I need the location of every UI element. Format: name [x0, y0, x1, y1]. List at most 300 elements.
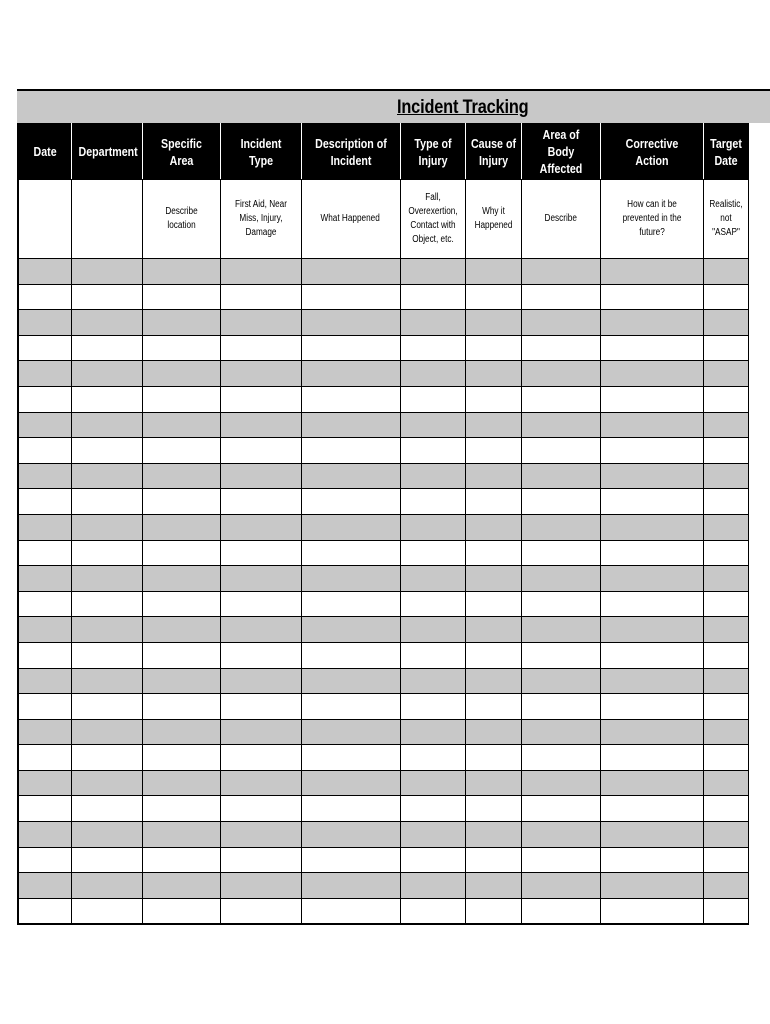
cell-type-of-injury[interactable] [400, 796, 465, 822]
cell-date[interactable] [18, 745, 71, 771]
cell-target-date[interactable] [703, 770, 748, 796]
cell-date[interactable] [18, 438, 71, 464]
cell-target-date[interactable] [703, 642, 748, 668]
cell-type-of-injury[interactable] [400, 463, 465, 489]
cell-area-of-body[interactable] [521, 668, 600, 694]
cell-target-date[interactable] [703, 898, 748, 924]
cell-cause-of-injury[interactable] [465, 694, 521, 720]
cell-date[interactable] [18, 770, 71, 796]
guide-cell-specific-area[interactable] [142, 180, 220, 259]
table-row [18, 259, 748, 285]
cell-specific-area[interactable] [142, 566, 220, 592]
cell-type-of-injury[interactable] [400, 310, 465, 336]
cell-incident-type[interactable] [220, 898, 301, 924]
cell-cause-of-injury[interactable] [465, 386, 521, 412]
cell-incident-type[interactable] [220, 514, 301, 540]
cell-department[interactable] [71, 719, 142, 745]
cell-target-date[interactable] [703, 412, 748, 438]
column-header-description [301, 124, 400, 180]
cell-department[interactable] [71, 438, 142, 464]
cell-incident-type[interactable] [220, 668, 301, 694]
cell-department[interactable] [71, 668, 142, 694]
cell-incident-type[interactable] [220, 796, 301, 822]
cell-cause-of-injury[interactable] [465, 566, 521, 592]
cell-incident-type[interactable] [220, 745, 301, 771]
cell-target-date[interactable] [703, 847, 748, 873]
cell-type-of-injury[interactable] [400, 284, 465, 310]
cell-target-date[interactable] [703, 259, 748, 285]
cell-type-of-injury[interactable] [400, 335, 465, 361]
cell-corrective-action[interactable] [600, 386, 703, 412]
cell-incident-type[interactable] [220, 386, 301, 412]
cell-department[interactable] [71, 847, 142, 873]
cell-description[interactable] [301, 745, 400, 771]
cell-date[interactable] [18, 694, 71, 720]
guide-cell-description[interactable] [301, 180, 400, 259]
cell-date[interactable] [18, 898, 71, 924]
cell-cause-of-injury[interactable] [465, 284, 521, 310]
cell-cause-of-injury[interactable] [465, 489, 521, 515]
cell-date[interactable] [18, 873, 71, 899]
cell-description[interactable] [301, 668, 400, 694]
guide-cell-target-date[interactable] [703, 180, 748, 259]
cell-department[interactable] [71, 310, 142, 336]
guide-cell-area-of-body[interactable] [521, 180, 600, 259]
cell-area-of-body[interactable] [521, 796, 600, 822]
column-header-label: Cause of Injury [470, 135, 516, 168]
cell-type-of-injury[interactable] [400, 694, 465, 720]
cell-date[interactable] [18, 514, 71, 540]
cell-corrective-action[interactable] [600, 284, 703, 310]
cell-type-of-injury[interactable] [400, 540, 465, 566]
cell-target-date[interactable] [703, 591, 748, 617]
cell-date[interactable] [18, 463, 71, 489]
cell-specific-area[interactable] [142, 617, 220, 643]
cell-department[interactable] [71, 361, 142, 387]
cell-cause-of-injury[interactable] [465, 617, 521, 643]
cell-date[interactable] [18, 642, 71, 668]
cell-corrective-action[interactable] [600, 694, 703, 720]
cell-area-of-body[interactable] [521, 642, 600, 668]
cell-type-of-injury[interactable] [400, 259, 465, 285]
cell-date[interactable] [18, 668, 71, 694]
cell-date[interactable] [18, 335, 71, 361]
cell-target-date[interactable] [703, 694, 748, 720]
incident-table [17, 123, 749, 925]
cell-incident-type[interactable] [220, 361, 301, 387]
cell-specific-area[interactable] [142, 694, 220, 720]
cell-incident-type[interactable] [220, 694, 301, 720]
cell-incident-type[interactable] [220, 540, 301, 566]
cell-area-of-body[interactable] [521, 540, 600, 566]
cell-incident-type[interactable] [220, 566, 301, 592]
cell-department[interactable] [71, 514, 142, 540]
cell-target-date[interactable] [703, 310, 748, 336]
cell-area-of-body[interactable] [521, 335, 600, 361]
column-header-corrective-action [600, 124, 703, 180]
table-row [18, 438, 748, 464]
cell-department[interactable] [71, 770, 142, 796]
cell-incident-type[interactable] [220, 617, 301, 643]
guide-text: Describe location [164, 206, 198, 231]
cell-date[interactable] [18, 796, 71, 822]
cell-target-date[interactable] [703, 719, 748, 745]
cell-description[interactable] [301, 822, 400, 848]
column-header-date [18, 124, 71, 180]
column-header-target-date [703, 124, 748, 180]
cell-type-of-injury[interactable] [400, 668, 465, 694]
cell-description[interactable] [301, 540, 400, 566]
cell-description[interactable] [301, 463, 400, 489]
cell-cause-of-injury[interactable] [465, 540, 521, 566]
cell-cause-of-injury[interactable] [465, 873, 521, 899]
cell-specific-area[interactable] [142, 412, 220, 438]
cell-target-date[interactable] [703, 822, 748, 848]
cell-department[interactable] [71, 386, 142, 412]
cell-incident-type[interactable] [220, 259, 301, 285]
cell-description[interactable] [301, 591, 400, 617]
guide-cell-department[interactable] [71, 180, 142, 259]
cell-cause-of-injury[interactable] [465, 259, 521, 285]
column-header-label: Target Date [709, 135, 742, 168]
cell-corrective-action[interactable] [600, 489, 703, 515]
cell-department[interactable] [71, 617, 142, 643]
cell-specific-area[interactable] [142, 796, 220, 822]
cell-incident-type[interactable] [220, 822, 301, 848]
cell-area-of-body[interactable] [521, 694, 600, 720]
cell-cause-of-injury[interactable] [465, 898, 521, 924]
cell-cause-of-injury[interactable] [465, 847, 521, 873]
cell-date[interactable] [18, 412, 71, 438]
cell-type-of-injury[interactable] [400, 745, 465, 771]
cell-type-of-injury[interactable] [400, 361, 465, 387]
cell-specific-area[interactable] [142, 873, 220, 899]
cell-area-of-body[interactable] [521, 259, 600, 285]
cell-type-of-injury[interactable] [400, 822, 465, 848]
cell-incident-type[interactable] [220, 412, 301, 438]
cell-area-of-body[interactable] [521, 873, 600, 899]
cell-area-of-body[interactable] [521, 489, 600, 515]
cell-date[interactable] [18, 617, 71, 643]
cell-department[interactable] [71, 489, 142, 515]
cell-type-of-injury[interactable] [400, 847, 465, 873]
guide-cell-corrective-action[interactable] [600, 180, 703, 259]
cell-description[interactable] [301, 284, 400, 310]
cell-description[interactable] [301, 566, 400, 592]
cell-date[interactable] [18, 489, 71, 515]
cell-specific-area[interactable] [142, 591, 220, 617]
cell-specific-area[interactable] [142, 310, 220, 336]
cell-corrective-action[interactable] [600, 259, 703, 285]
guide-cell-type-of-injury[interactable] [400, 180, 465, 259]
cell-target-date[interactable] [703, 463, 748, 489]
cell-area-of-body[interactable] [521, 566, 600, 592]
cell-area-of-body[interactable] [521, 591, 600, 617]
cell-cause-of-injury[interactable] [465, 463, 521, 489]
table-row [18, 642, 748, 668]
cell-area-of-body[interactable] [521, 284, 600, 310]
cell-cause-of-injury[interactable] [465, 361, 521, 387]
cell-corrective-action[interactable] [600, 847, 703, 873]
cell-target-date[interactable] [703, 540, 748, 566]
cell-target-date[interactable] [703, 873, 748, 899]
cell-department[interactable] [71, 591, 142, 617]
cell-department[interactable] [71, 745, 142, 771]
cell-specific-area[interactable] [142, 770, 220, 796]
cell-corrective-action[interactable] [600, 719, 703, 745]
guide-text: Fall, Overexertion, Contact with Object, etc. [407, 192, 458, 245]
cell-incident-type[interactable] [220, 489, 301, 515]
cell-target-date[interactable] [703, 617, 748, 643]
guide-text: First Aid, Near Miss, Injury, Damage [234, 199, 287, 238]
table-row [18, 386, 748, 412]
cell-department[interactable] [71, 284, 142, 310]
cell-target-date[interactable] [703, 514, 748, 540]
table-row [18, 898, 748, 924]
cell-specific-area[interactable] [142, 898, 220, 924]
cell-corrective-action[interactable] [600, 873, 703, 899]
cell-description[interactable] [301, 873, 400, 899]
cell-corrective-action[interactable] [600, 591, 703, 617]
cell-corrective-action[interactable] [600, 796, 703, 822]
cell-type-of-injury[interactable] [400, 489, 465, 515]
cell-specific-area[interactable] [142, 259, 220, 285]
cell-date[interactable] [18, 822, 71, 848]
cell-description[interactable] [301, 796, 400, 822]
cell-target-date[interactable] [703, 489, 748, 515]
cell-cause-of-injury[interactable] [465, 719, 521, 745]
cell-incident-type[interactable] [220, 335, 301, 361]
cell-specific-area[interactable] [142, 386, 220, 412]
cell-department[interactable] [71, 898, 142, 924]
cell-department[interactable] [71, 642, 142, 668]
cell-specific-area[interactable] [142, 335, 220, 361]
cell-target-date[interactable] [703, 335, 748, 361]
cell-type-of-injury[interactable] [400, 617, 465, 643]
cell-department[interactable] [71, 335, 142, 361]
cell-description[interactable] [301, 642, 400, 668]
cell-cause-of-injury[interactable] [465, 642, 521, 668]
cell-incident-type[interactable] [220, 463, 301, 489]
cell-corrective-action[interactable] [600, 310, 703, 336]
cell-area-of-body[interactable] [521, 514, 600, 540]
cell-target-date[interactable] [703, 566, 748, 592]
guide-cell-date[interactable] [18, 180, 71, 259]
cell-incident-type[interactable] [220, 719, 301, 745]
cell-description[interactable] [301, 335, 400, 361]
table-row [18, 745, 748, 771]
cell-type-of-injury[interactable] [400, 873, 465, 899]
column-header-label: Incident Type [240, 135, 281, 168]
cell-area-of-body[interactable] [521, 745, 600, 771]
cell-specific-area[interactable] [142, 514, 220, 540]
cell-type-of-injury[interactable] [400, 566, 465, 592]
cell-corrective-action[interactable] [600, 745, 703, 771]
cell-specific-area[interactable] [142, 284, 220, 310]
guide-row [18, 180, 748, 259]
cell-cause-of-injury[interactable] [465, 796, 521, 822]
cell-specific-area[interactable] [142, 463, 220, 489]
cell-incident-type[interactable] [220, 284, 301, 310]
cell-corrective-action[interactable] [600, 514, 703, 540]
cell-description[interactable] [301, 617, 400, 643]
cell-description[interactable] [301, 489, 400, 515]
cell-cause-of-injury[interactable] [465, 310, 521, 336]
cell-specific-area[interactable] [142, 642, 220, 668]
cell-type-of-injury[interactable] [400, 514, 465, 540]
cell-description[interactable] [301, 514, 400, 540]
cell-cause-of-injury[interactable] [465, 745, 521, 771]
cell-specific-area[interactable] [142, 540, 220, 566]
cell-department[interactable] [71, 412, 142, 438]
cell-department[interactable] [71, 540, 142, 566]
cell-type-of-injury[interactable] [400, 719, 465, 745]
cell-date[interactable] [18, 591, 71, 617]
cell-corrective-action[interactable] [600, 642, 703, 668]
cell-corrective-action[interactable] [600, 438, 703, 464]
cell-type-of-injury[interactable] [400, 642, 465, 668]
cell-corrective-action[interactable] [600, 566, 703, 592]
cell-description[interactable] [301, 259, 400, 285]
guide-text: How can it be prevented in the future? [622, 199, 681, 238]
cell-cause-of-injury[interactable] [465, 335, 521, 361]
cell-incident-type[interactable] [220, 438, 301, 464]
cell-description[interactable] [301, 770, 400, 796]
cell-department[interactable] [71, 566, 142, 592]
cell-cause-of-injury[interactable] [465, 591, 521, 617]
column-header-type-of-injury [400, 124, 465, 180]
cell-corrective-action[interactable] [600, 335, 703, 361]
cell-type-of-injury[interactable] [400, 898, 465, 924]
cell-target-date[interactable] [703, 796, 748, 822]
cell-specific-area[interactable] [142, 745, 220, 771]
cell-specific-area[interactable] [142, 719, 220, 745]
cell-specific-area[interactable] [142, 361, 220, 387]
cell-department[interactable] [71, 873, 142, 899]
column-header-incident-type [220, 124, 301, 180]
cell-area-of-body[interactable] [521, 386, 600, 412]
cell-date[interactable] [18, 719, 71, 745]
cell-target-date[interactable] [703, 386, 748, 412]
cell-type-of-injury[interactable] [400, 438, 465, 464]
cell-target-date[interactable] [703, 438, 748, 464]
cell-specific-area[interactable] [142, 438, 220, 464]
cell-target-date[interactable] [703, 361, 748, 387]
cell-target-date[interactable] [703, 668, 748, 694]
cell-incident-type[interactable] [220, 873, 301, 899]
column-header-label: Department [78, 144, 138, 159]
cell-description[interactable] [301, 438, 400, 464]
cell-cause-of-injury[interactable] [465, 514, 521, 540]
cell-description[interactable] [301, 898, 400, 924]
cell-date[interactable] [18, 540, 71, 566]
table-row [18, 847, 748, 873]
cell-area-of-body[interactable] [521, 822, 600, 848]
cell-description[interactable] [301, 719, 400, 745]
cell-department[interactable] [71, 796, 142, 822]
cell-corrective-action[interactable] [600, 463, 703, 489]
cell-specific-area[interactable] [142, 668, 220, 694]
cell-area-of-body[interactable] [521, 361, 600, 387]
cell-cause-of-injury[interactable] [465, 770, 521, 796]
cell-date[interactable] [18, 566, 71, 592]
cell-date[interactable] [18, 386, 71, 412]
cell-corrective-action[interactable] [600, 617, 703, 643]
cell-description[interactable] [301, 386, 400, 412]
cell-cause-of-injury[interactable] [465, 412, 521, 438]
cell-description[interactable] [301, 361, 400, 387]
cell-incident-type[interactable] [220, 310, 301, 336]
guide-cell-cause-of-injury[interactable] [465, 180, 521, 259]
cell-cause-of-injury[interactable] [465, 438, 521, 464]
cell-area-of-body[interactable] [521, 847, 600, 873]
cell-cause-of-injury[interactable] [465, 668, 521, 694]
cell-department[interactable] [71, 259, 142, 285]
cell-cause-of-injury[interactable] [465, 822, 521, 848]
column-header-label: Area of Body Affected [539, 127, 582, 176]
cell-date[interactable] [18, 361, 71, 387]
cell-date[interactable] [18, 847, 71, 873]
cell-type-of-injury[interactable] [400, 591, 465, 617]
table-row [18, 694, 748, 720]
cell-area-of-body[interactable] [521, 438, 600, 464]
cell-type-of-injury[interactable] [400, 770, 465, 796]
column-header-department [71, 124, 142, 180]
page-title: Incident Tracking [397, 97, 529, 118]
cell-date[interactable] [18, 259, 71, 285]
cell-incident-type[interactable] [220, 847, 301, 873]
cell-area-of-body[interactable] [521, 770, 600, 796]
cell-specific-area[interactable] [142, 489, 220, 515]
cell-area-of-body[interactable] [521, 463, 600, 489]
cell-target-date[interactable] [703, 745, 748, 771]
cell-department[interactable] [71, 694, 142, 720]
cell-area-of-body[interactable] [521, 617, 600, 643]
cell-incident-type[interactable] [220, 642, 301, 668]
cell-department[interactable] [71, 463, 142, 489]
cell-corrective-action[interactable] [600, 412, 703, 438]
cell-area-of-body[interactable] [521, 898, 600, 924]
cell-corrective-action[interactable] [600, 770, 703, 796]
cell-description[interactable] [301, 694, 400, 720]
cell-area-of-body[interactable] [521, 310, 600, 336]
cell-area-of-body[interactable] [521, 412, 600, 438]
guide-cell-incident-type[interactable] [220, 180, 301, 259]
cell-date[interactable] [18, 310, 71, 336]
cell-incident-type[interactable] [220, 770, 301, 796]
cell-corrective-action[interactable] [600, 822, 703, 848]
cell-type-of-injury[interactable] [400, 386, 465, 412]
column-header-label: Type of Injury [413, 135, 452, 168]
cell-description[interactable] [301, 310, 400, 336]
cell-target-date[interactable] [703, 284, 748, 310]
table-row [18, 566, 748, 592]
cell-area-of-body[interactable] [521, 719, 600, 745]
cell-corrective-action[interactable] [600, 540, 703, 566]
cell-corrective-action[interactable] [600, 898, 703, 924]
cell-description[interactable] [301, 847, 400, 873]
cell-specific-area[interactable] [142, 847, 220, 873]
cell-description[interactable] [301, 412, 400, 438]
table-row [18, 796, 748, 822]
cell-incident-type[interactable] [220, 591, 301, 617]
cell-department[interactable] [71, 822, 142, 848]
cell-date[interactable] [18, 284, 71, 310]
cell-corrective-action[interactable] [600, 361, 703, 387]
cell-type-of-injury[interactable] [400, 412, 465, 438]
cell-corrective-action[interactable] [600, 668, 703, 694]
cell-specific-area[interactable] [142, 822, 220, 848]
